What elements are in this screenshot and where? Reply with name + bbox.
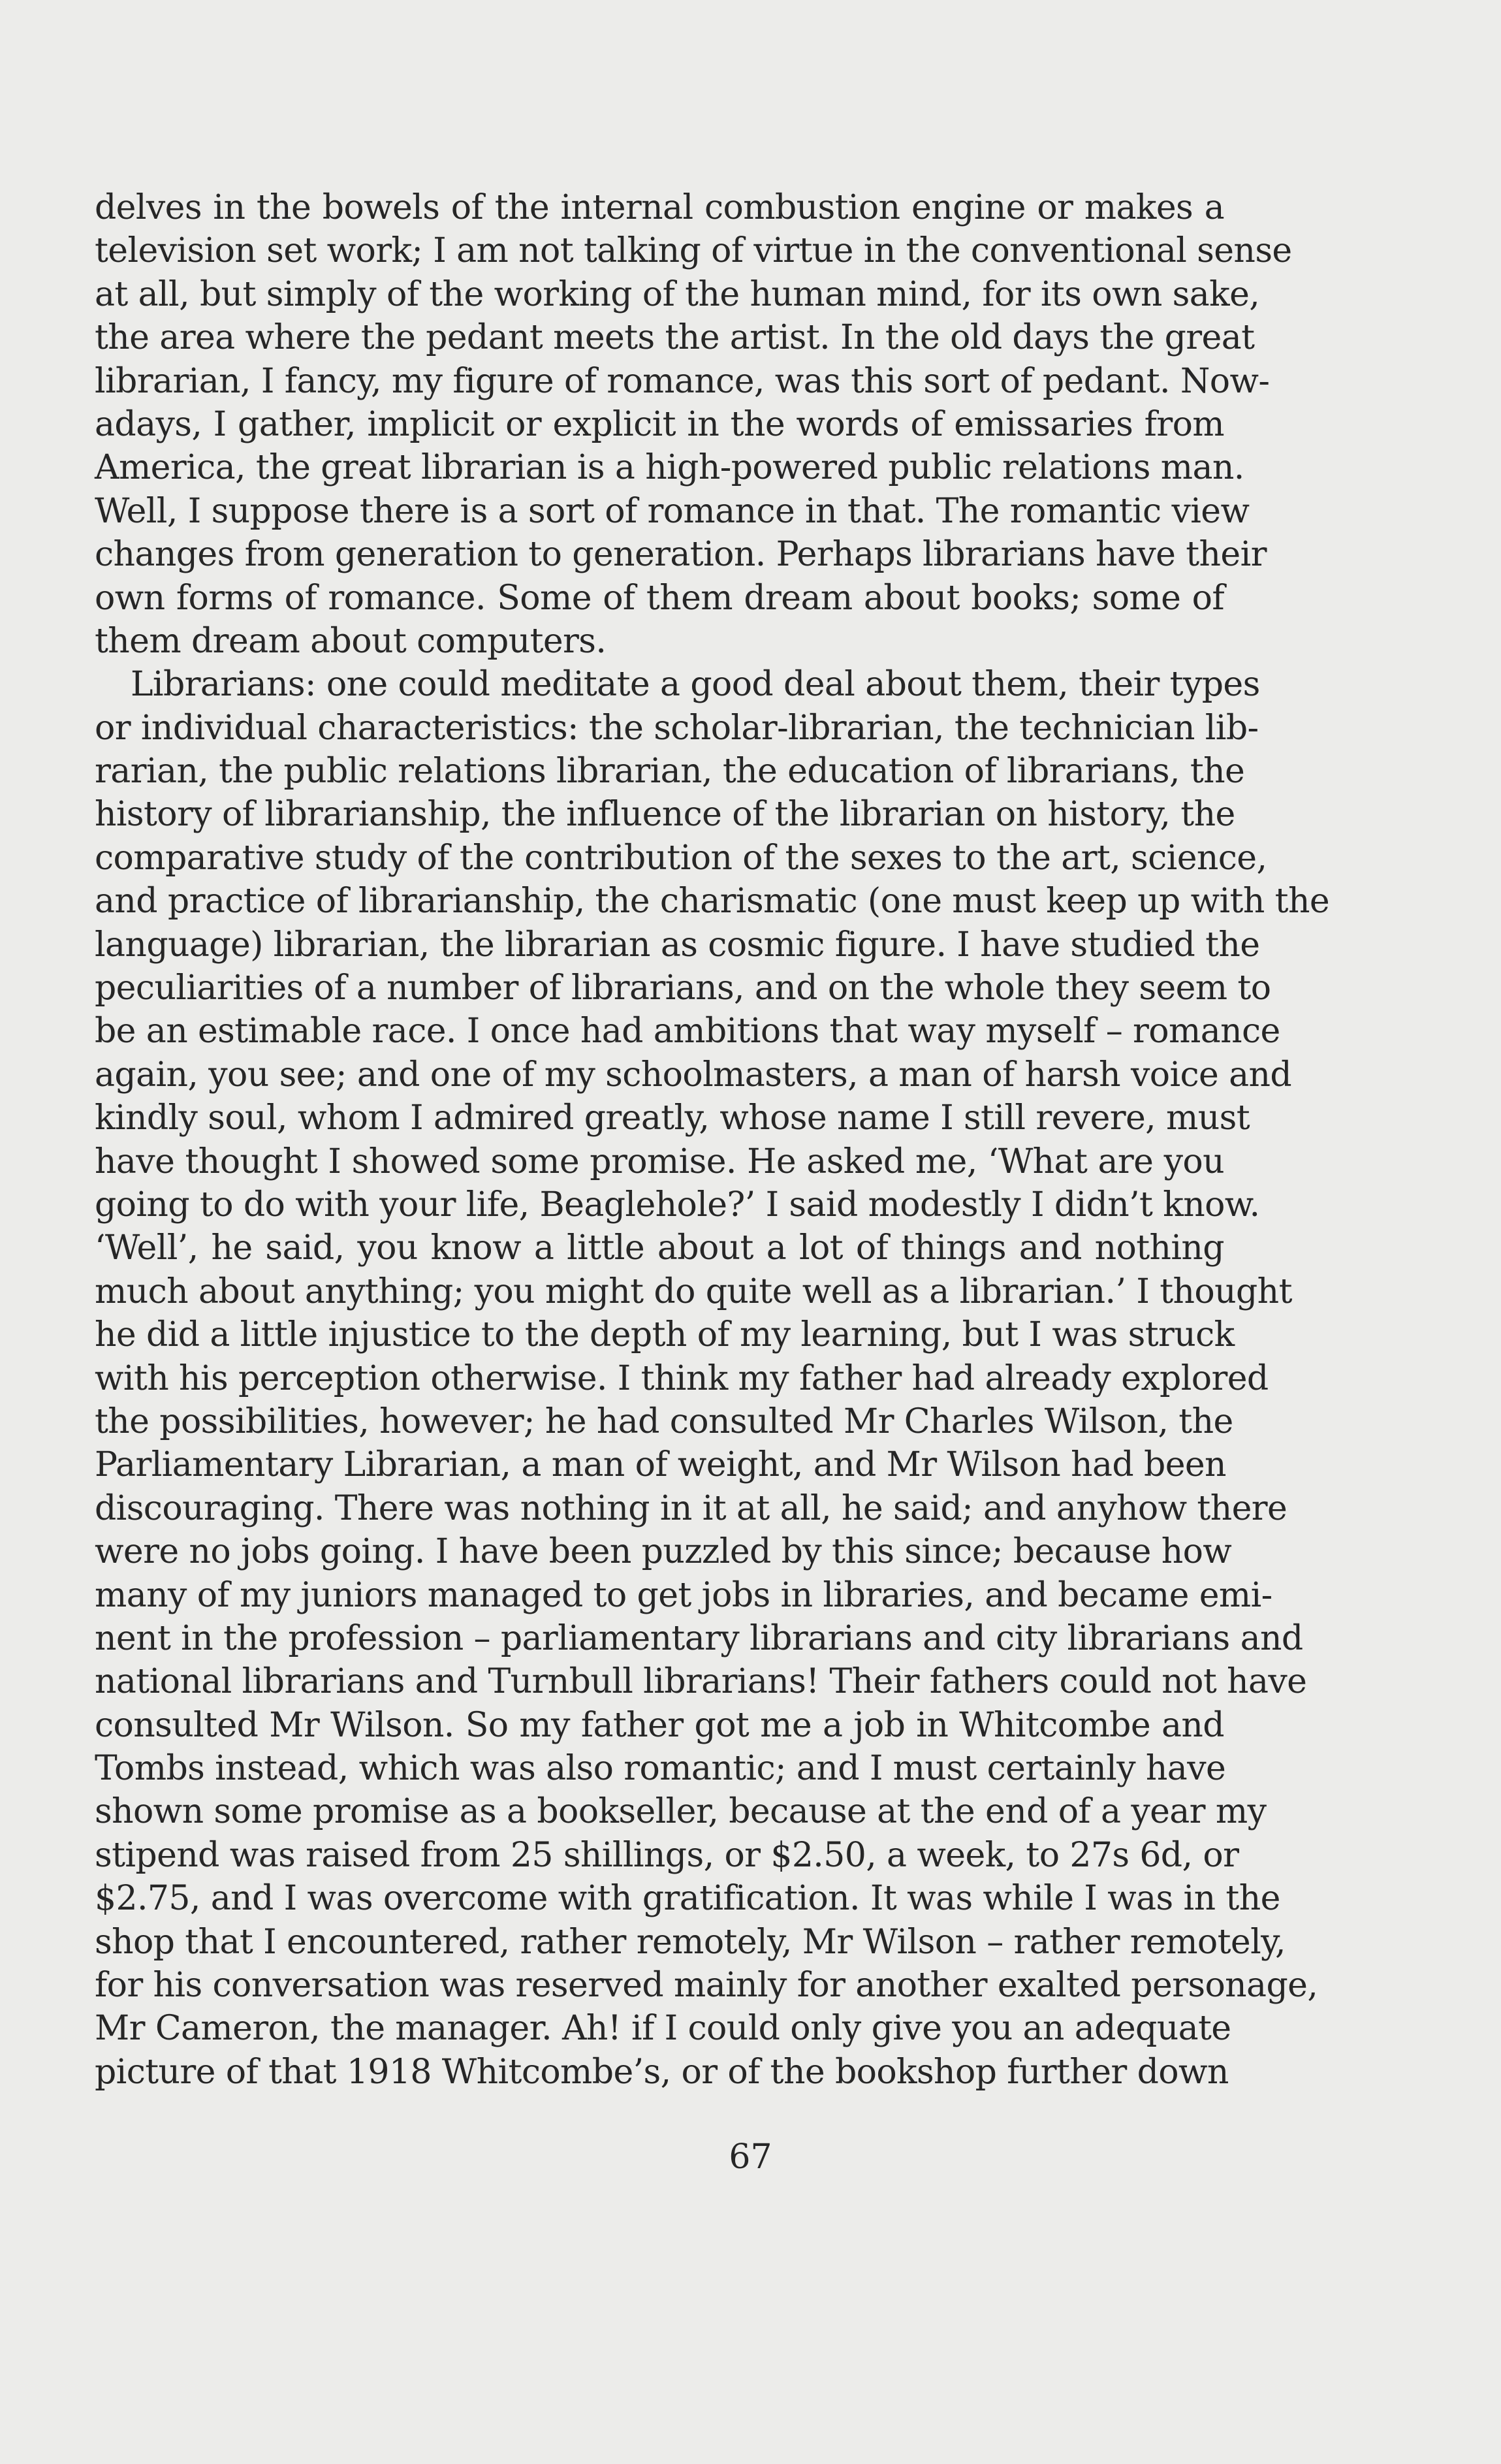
text-line: have thought I showed some promise. He asked me, ‘What are you (95, 1142, 1224, 1181)
text-line: comparative study of the contribution of the sexes to the art, science, (95, 838, 1267, 878)
text-line: stipend was raised from 25 shillings, or $2.50, a week, to 27s 6d, or (95, 1835, 1239, 1875)
text-line: Well, I suppose there is a sort of romance in that. The romantic view (95, 491, 1250, 531)
text-line: national librarians and Turnbull librarians! Their fathers could not have (95, 1662, 1307, 1702)
text-line: changes from generation to generation. Perhaps librarians have their (95, 535, 1267, 575)
text-line: kindly soul, whom I admired greatly, whose name I still revere, must (95, 1098, 1250, 1138)
text-line: adays, I gather, implicit or explicit in the words of emissaries from (95, 404, 1224, 444)
text-line: at all, but simply of the working of the human mind, for its own sake, (95, 274, 1260, 314)
text-line: much about anything; you might do quite well as a librarian.’ I thought (95, 1272, 1292, 1311)
text-line: Parliamentary Librarian, a man of weight, and Mr Wilson had been (95, 1445, 1226, 1485)
paragraph (95, 663, 1330, 2094)
text-line: he did a little injustice to the depth of my learning, but I was struck (95, 1315, 1235, 1355)
text-line: Librarians: one could meditate a good deal about them, their types (131, 665, 1260, 705)
text-line: be an estimable race. I once had ambitions that way myself – romance (95, 1012, 1280, 1051)
text-line: ‘Well’, he said, you know a little about a lot of things and nothing (95, 1228, 1224, 1268)
text-line: were no jobs going. I have been puzzled by this since; because how (95, 1532, 1232, 1572)
page-number: 67 (729, 2137, 772, 2177)
text-line: shown some promise as a bookseller, because at the end of a year my (95, 1792, 1267, 1832)
text-line: Tombs instead, which was also romantic; and I must certainly have (95, 1749, 1226, 1789)
text-line: peculiarities of a number of librarians, and on the whole they seem to (95, 968, 1271, 1008)
text-line: television set work; I am not talking of virtue in the conventional sense (95, 231, 1292, 271)
text-line: discouraging. There was nothing in it at all, he said; and anyhow there (95, 1488, 1288, 1528)
text-line: history of librarianship, the influence of the librarian on history, the (95, 795, 1235, 835)
text-line: or individual characteristics: the scholar-librarian, the technician lib- (95, 708, 1259, 748)
text-line: the area where the pedant meets the artist. In the old days the great (95, 318, 1255, 358)
text-line: $2.75, and I was overcome with gratification. It was while I was in the (95, 1879, 1280, 1919)
text-line: for his conversation was reserved mainly for another exalted personage, (95, 1966, 1318, 2006)
text-line: many of my juniors managed to get jobs in libraries, and became emi- (95, 1575, 1272, 1615)
text-line: them dream about computers. (95, 621, 607, 661)
text-line: with his perception otherwise. I think my father had already explored (95, 1358, 1269, 1398)
body-text (95, 186, 1330, 2094)
text-line: own forms of romance. Some of them dream about books; some of (95, 578, 1224, 618)
text-line: going to do with your life, Beaglehole?’ I said modestly I didn’t know. (95, 1185, 1260, 1224)
paragraph (95, 186, 1292, 663)
text-line: and practice of librarianship, the charismatic (one must keep up with the (95, 882, 1330, 921)
text-line: again, you see; and one of my schoolmasters, a man of harsh voice and (95, 1055, 1292, 1095)
text-line: the possibilities, however; he had consulted Mr Charles Wilson, the (95, 1401, 1233, 1441)
text-line: Mr Cameron, the manager. Ah! if I could only give you an adequate (95, 2009, 1231, 2049)
text-line: delves in the bowels of the internal combustion engine or makes a (95, 188, 1224, 227)
text-line: America, the great librarian is a high-powered public relations man. (95, 448, 1244, 488)
text-line: librarian, I fancy, my figure of romance, was this sort of pedant. Now- (95, 361, 1270, 401)
text-line: shop that I encountered, rather remotely, Mr Wilson – rather remotely, (95, 1922, 1286, 1962)
text-line: rarian, the public relations librarian, the education of librarians, the (95, 752, 1245, 792)
text-line: nent in the profession – parliamentary librarians and city librarians and (95, 1618, 1303, 1658)
text-line: consulted Mr Wilson. So my father got me a job in Whitcombe and (95, 1705, 1224, 1745)
text-line: picture of that 1918 Whitcombe’s, or of the bookshop further down (95, 2052, 1229, 2092)
text-line: language) librarian, the librarian as cosmic figure. I have studied the (95, 925, 1260, 965)
